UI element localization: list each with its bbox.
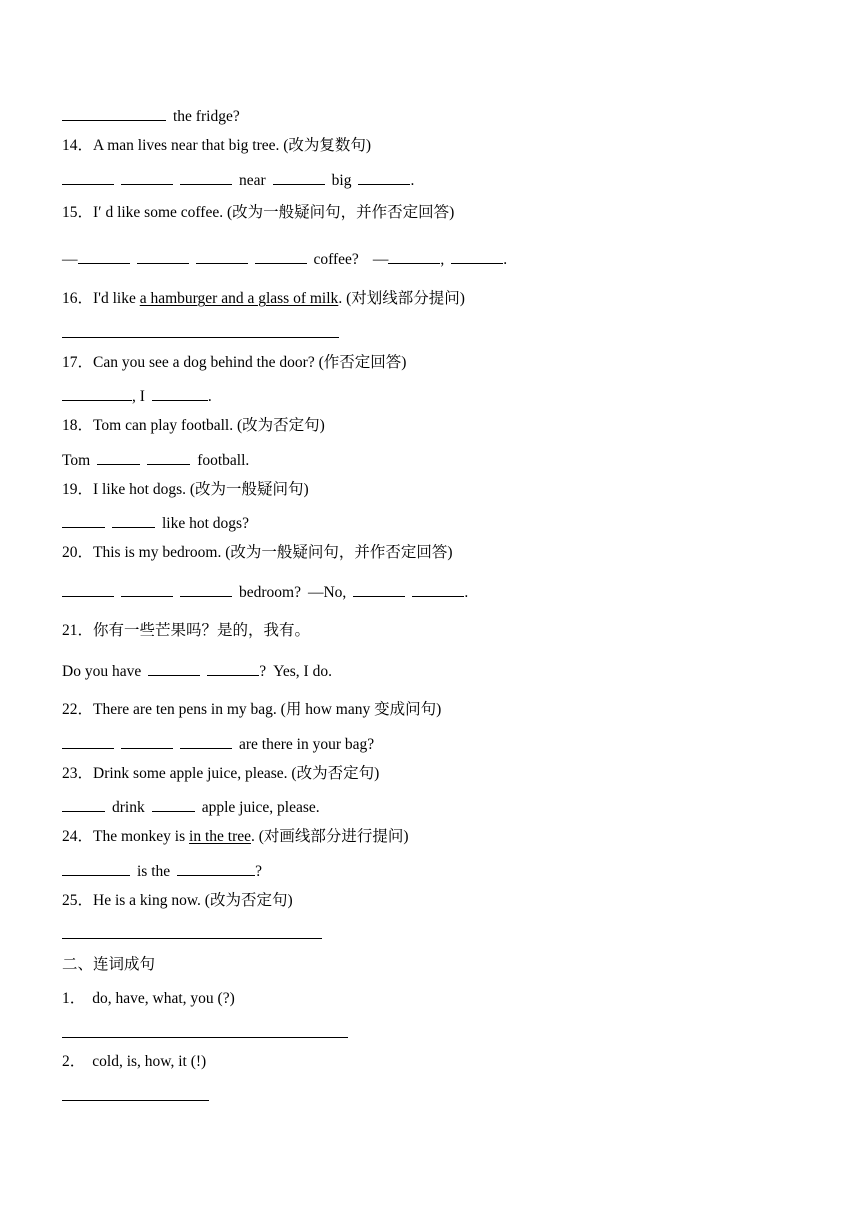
underlined-text: in the tree (189, 828, 251, 845)
blank[interactable] (121, 733, 173, 749)
question-text: This is my bedroom. (改为一般疑问句，并作否定回答) (93, 544, 453, 561)
blank[interactable] (180, 169, 232, 185)
q19-question (62, 480, 309, 500)
question-text: I′ d like some coffee. (改为一般疑问句，并作否定回答) (93, 204, 455, 221)
q23-answer-line (62, 796, 320, 818)
question-text: Can you see a dog behind the door? (作否定回答) (93, 354, 407, 371)
question-text: 你有一些芒果吗？是的，我有。 (93, 622, 311, 639)
question-text: Drink some apple juice, please. (改为否定句) (93, 765, 380, 782)
blank[interactable] (196, 248, 248, 264)
blank[interactable] (177, 860, 255, 876)
answer-word: ? Yes, I do. (259, 663, 332, 680)
blank[interactable] (152, 796, 195, 812)
q24-question (62, 827, 409, 847)
blank[interactable] (388, 248, 440, 264)
question-text: A man lives near that big tree. (改为复数句) (93, 137, 372, 154)
question-number: 2． (62, 1053, 86, 1070)
answer-word: bedroom? (239, 584, 301, 601)
question-number: 17． (62, 354, 94, 371)
blank[interactable] (62, 385, 132, 401)
answer-word: —No, (307, 584, 347, 601)
s2-question (62, 1052, 206, 1072)
q22-answer-line (62, 733, 374, 755)
blank[interactable] (62, 860, 130, 876)
blank[interactable] (180, 733, 232, 749)
answer-word: apple juice, please. (201, 799, 320, 816)
underlined-text: a hamburger and a glass of milk (139, 290, 339, 307)
question-text: There are ten pens in my bag. (用 how many 变成问句) (93, 701, 442, 718)
blank[interactable] (353, 581, 405, 597)
q24-answer-line (62, 860, 262, 882)
question-text: He is a king now. (改为否定句) (93, 892, 293, 909)
answer-word: are there in your bag? (239, 736, 375, 753)
answer-word: is the (137, 863, 171, 880)
blank[interactable] (62, 796, 105, 812)
answer-word: Do you have (62, 663, 142, 680)
q15-question (62, 203, 454, 223)
blank[interactable] (147, 449, 190, 465)
blank[interactable] (112, 512, 155, 528)
blank[interactable] (121, 581, 173, 597)
q16-question (62, 289, 465, 309)
question-text: I like hot dogs. (改为一般疑问句) (93, 481, 309, 498)
blank[interactable] (62, 733, 114, 749)
blank[interactable] (148, 660, 200, 676)
dash: — (62, 251, 78, 268)
q15-answer-line (62, 248, 507, 270)
answer-punct: , (440, 251, 445, 268)
question-text: Tom can play football. (改为否定句) (93, 417, 325, 434)
q23-question (62, 764, 379, 784)
q14-answer-line (62, 169, 414, 191)
blank[interactable] (152, 385, 208, 401)
section-title: 二、连词成句 (62, 956, 156, 973)
blank[interactable] (137, 248, 189, 264)
blank[interactable] (62, 581, 114, 597)
q21-question (62, 621, 310, 641)
question-number: 15． (62, 204, 94, 221)
question-text: The monkey is (93, 828, 190, 845)
blank[interactable] (207, 660, 259, 676)
question-number: 1． (62, 990, 86, 1007)
answer-word: Tom (62, 452, 91, 469)
question-number: 18． (62, 417, 94, 434)
answer-word: big (331, 172, 352, 189)
dash: — (372, 251, 389, 268)
blank[interactable] (97, 449, 140, 465)
answer-word: football. (197, 452, 250, 469)
question-number: 16． (62, 290, 94, 307)
blank[interactable] (255, 248, 307, 264)
q18-question (62, 416, 325, 436)
answer-line[interactable] (62, 1037, 348, 1038)
question-number: 24． (62, 828, 94, 845)
blank[interactable] (62, 169, 114, 185)
q25-question (62, 891, 293, 911)
q22-question (62, 700, 441, 720)
blank[interactable] (358, 169, 410, 185)
q17-answer-line (62, 385, 212, 407)
blank[interactable] (412, 581, 464, 597)
question-number: 23． (62, 765, 94, 782)
answer-punct: . (464, 584, 469, 601)
question-text: . (对划线部分提问) (338, 290, 465, 307)
blank[interactable] (451, 248, 503, 264)
answer-line[interactable] (62, 1100, 209, 1101)
question-number: 21． (62, 622, 94, 639)
question-number: 22． (62, 701, 94, 718)
answer-line[interactable] (62, 938, 322, 939)
question-text: I'd like (93, 290, 140, 307)
blank[interactable] (180, 581, 232, 597)
answer-punct: . (503, 251, 508, 268)
s1-question (62, 989, 235, 1009)
answer-word: , I (132, 388, 145, 405)
question-number: 19． (62, 481, 94, 498)
q13-tail: the fridge? (173, 108, 240, 125)
answer-word: drink (112, 799, 145, 816)
answer-punct: ? (255, 863, 263, 880)
blank[interactable] (121, 169, 173, 185)
question-number: 25． (62, 892, 94, 909)
answer-line[interactable] (62, 337, 339, 338)
q19-answer-line (62, 512, 249, 534)
q18-answer-line (62, 449, 249, 471)
answer-punct: . (207, 388, 212, 405)
question-text: . (对画线部分进行提问) (251, 828, 409, 845)
q17-question (62, 353, 406, 373)
q20-question (62, 543, 453, 563)
question-number: 14． (62, 137, 94, 154)
question-text: cold, is, how, it (!) (92, 1053, 207, 1070)
answer-word: near (239, 172, 266, 189)
blank[interactable] (78, 248, 130, 264)
blank[interactable] (273, 169, 325, 185)
q20-answer-line (62, 581, 468, 603)
blank[interactable] (62, 105, 166, 121)
answer-punct: . (410, 172, 415, 189)
q14-question (62, 136, 371, 156)
blank[interactable] (62, 512, 105, 528)
question-text: do, have, what, you (?) (92, 990, 235, 1007)
answer-word: like hot dogs? (162, 515, 249, 532)
q21-answer-line (62, 660, 332, 682)
answer-word: coffee? (313, 251, 359, 268)
question-number: 20． (62, 544, 94, 561)
q13-answer-line (62, 105, 240, 127)
